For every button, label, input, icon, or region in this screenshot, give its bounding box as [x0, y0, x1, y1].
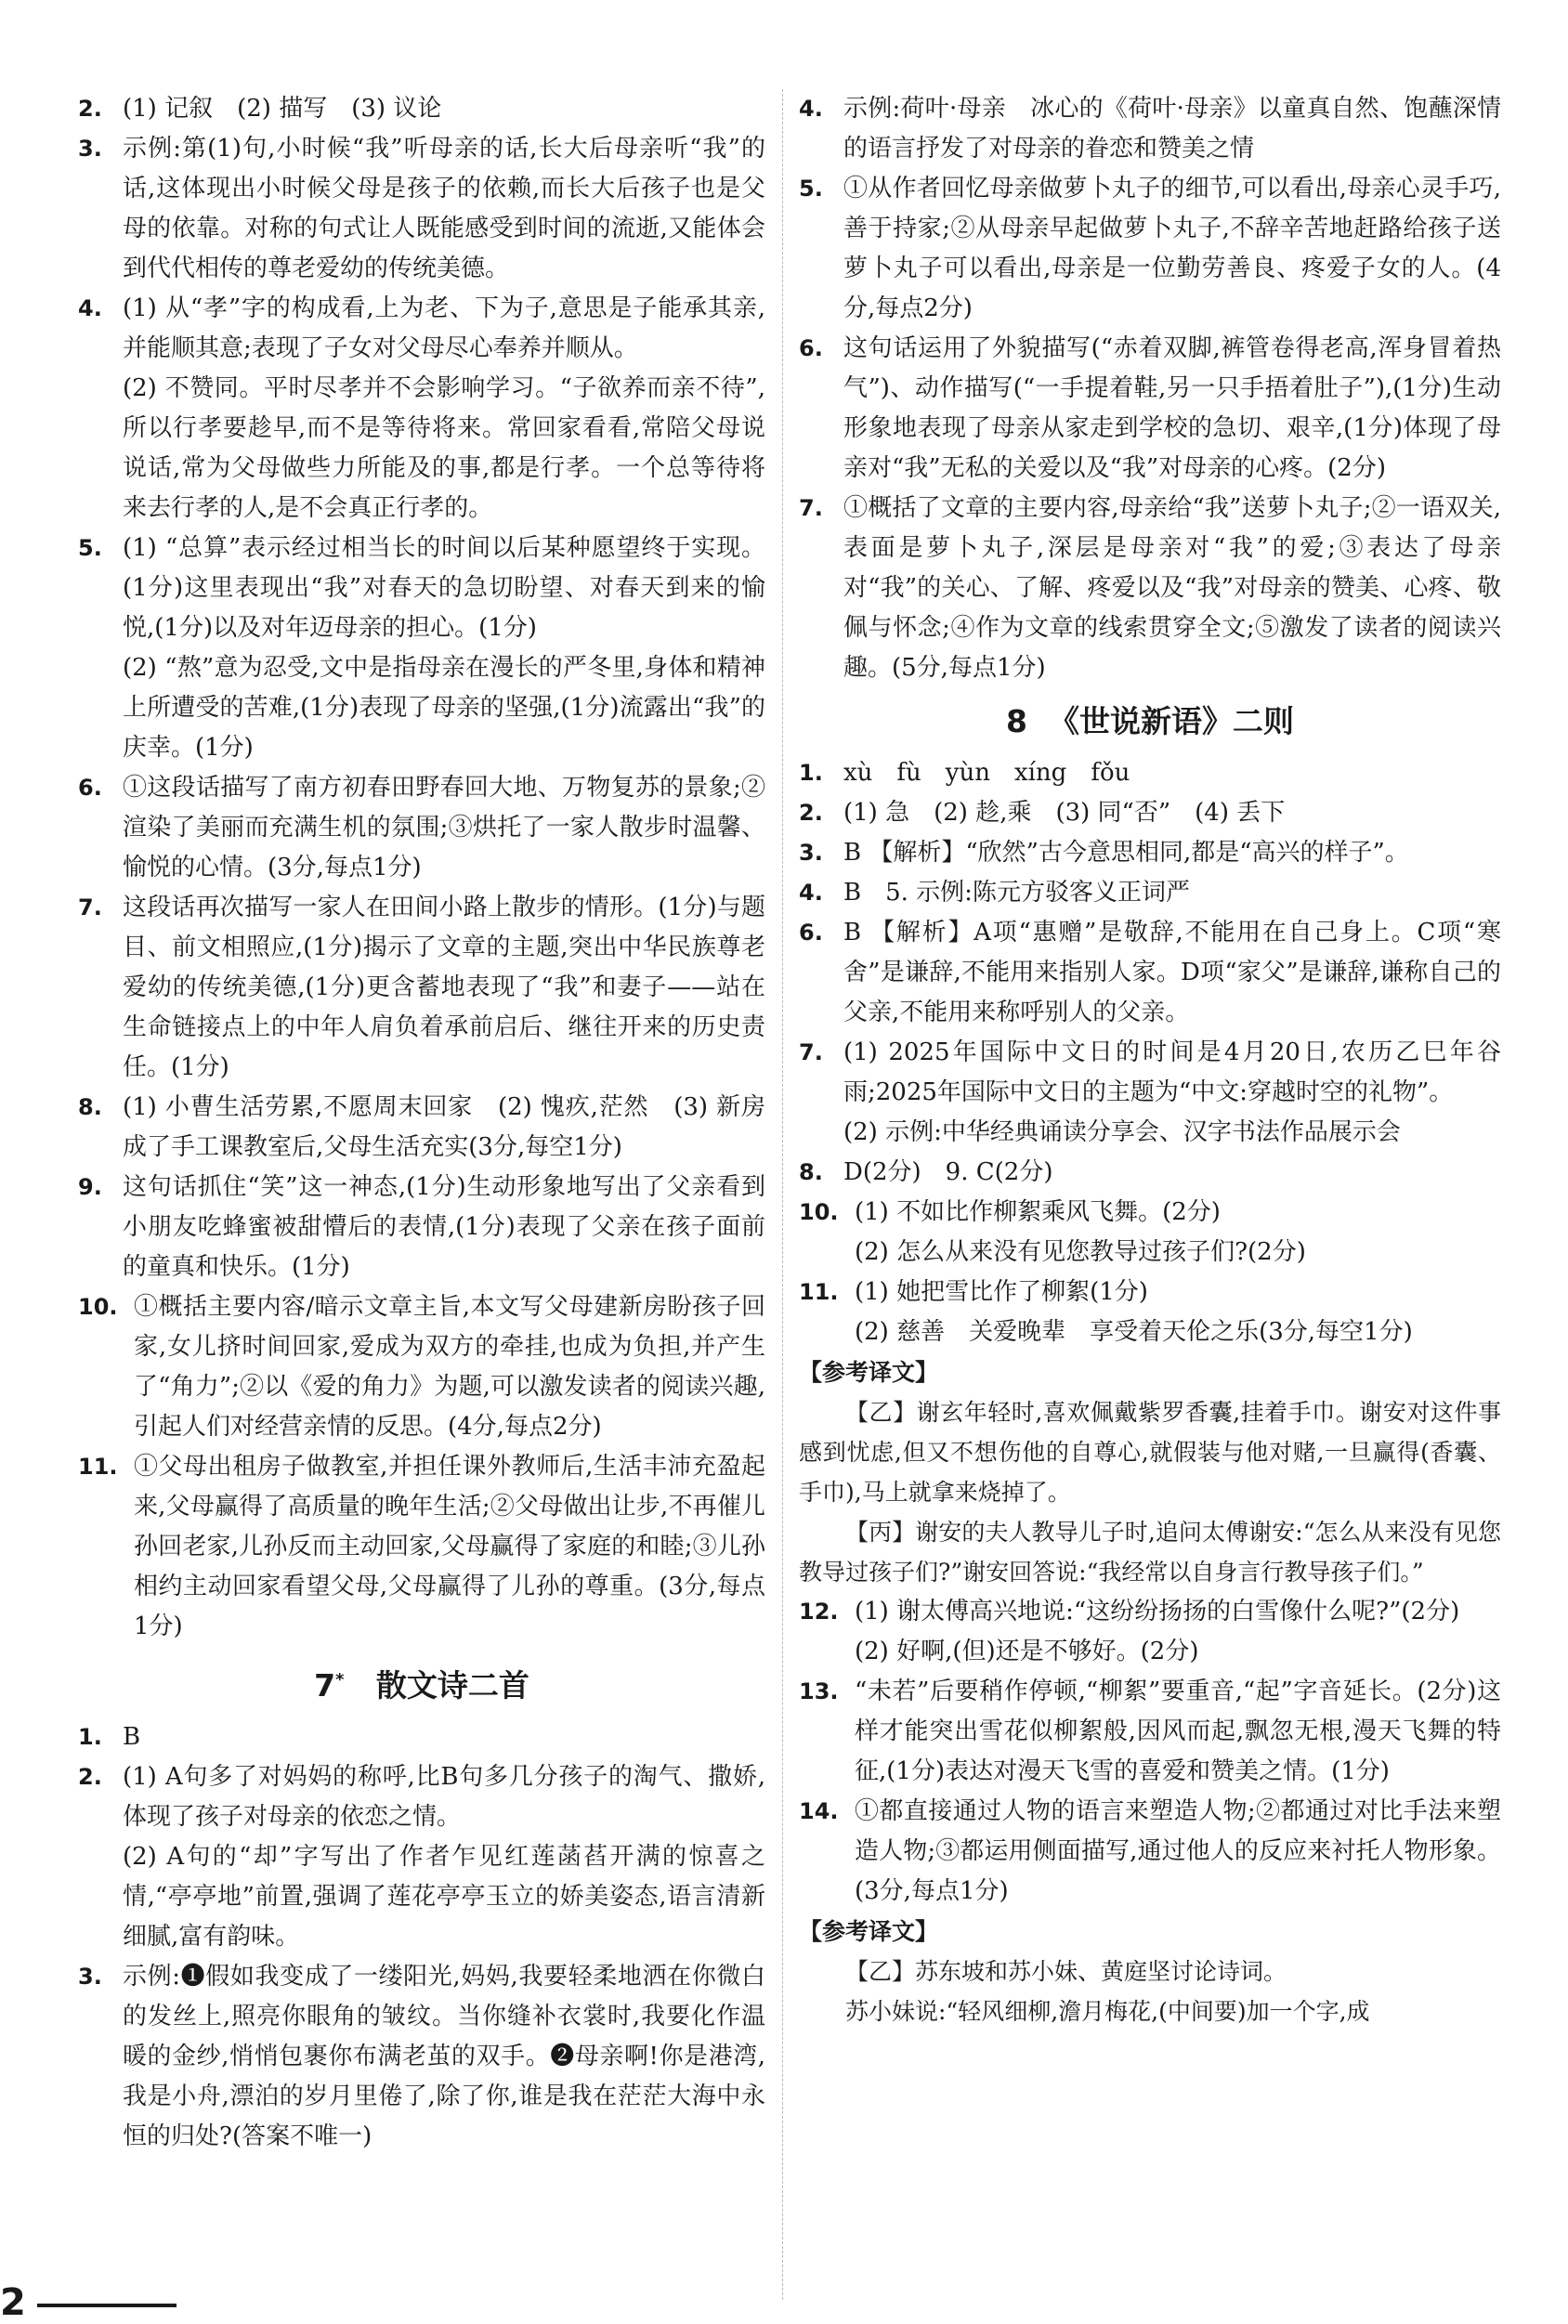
answer-number: 5.: [799, 176, 823, 202]
answer-body: [843, 169, 1501, 329]
answer-number: 10.: [78, 1294, 118, 1320]
answer-text: xù fù yùn xíng fǒu: [843, 759, 1130, 787]
answer-item: [799, 1672, 1501, 1792]
answer-number: 7.: [799, 495, 823, 521]
answer-text: (2) “熬”意为忍受,文中是指母亲在漫长的严冬里,身体和精神上所遭受的苦难,(1分)表现了母亲的坚强,(1分)流露出“我”的庆幸。(1分): [123, 654, 765, 762]
answer-number: 3.: [799, 840, 823, 866]
answer-body: [843, 329, 1501, 489]
section-number: 8: [1006, 703, 1027, 739]
answer-body: [843, 913, 1501, 1033]
answer-body: [123, 529, 765, 768]
answer-text: B 【解析】“欣然”古今意思相同,都是“高兴的样子”。: [843, 839, 1409, 867]
answer-number: 8.: [799, 1159, 823, 1185]
answer-text: (1) 小曹生活劳累,不愿周末回家 (2) 愧疚,茫然 (3) 新房成了手工课教室后,父母生活充实(3分,每空1分): [123, 1093, 765, 1161]
translation-paragraph: 【乙】苏东坡和苏小妹、黄庭坚讨论诗词。: [845, 1958, 1287, 1985]
answer-item: [78, 1287, 765, 1447]
reference-translation-2: [799, 1912, 1501, 2031]
answer-number: 11.: [799, 1279, 839, 1305]
answer-item: [78, 768, 765, 888]
answer-item: [799, 873, 1501, 913]
section-heading: 散文诗二首: [375, 1667, 529, 1704]
answer-number: 7.: [78, 894, 102, 920]
answer-number: 12.: [799, 1599, 839, 1625]
answer-body: [843, 1033, 1501, 1153]
answer-number: 2.: [78, 1764, 102, 1790]
answer-text: (2) 慈善 关爱晚辈 享受着天伦之乐(3分,每空1分): [855, 1318, 1413, 1346]
answer-number: 11.: [78, 1454, 118, 1480]
answer-text: 这句话运用了外貌描写(“赤着双脚,裤管卷得老高,浑身冒着热气”)、动作描写(“一手提着鞋,另一只手捂着肚子”),(1分)生动形象地表现了母亲从家走到学校的急切、艰辛,(1分)体现了母亲对“我”无私的关爱以及“我”对母亲的心疼。(2分): [843, 334, 1501, 482]
answer-number: 6.: [799, 920, 823, 946]
answer-body: [123, 1168, 765, 1287]
answer-item: [799, 169, 1501, 329]
answer-number: 7.: [799, 1039, 823, 1065]
answer-text: ①这段话描写了南方初春田野春回大地、万物复苏的景象;②渲染了美丽而充满生机的氛围;③烘托了一家人散步时温馨、愉悦的心情。(3分,每点1分): [123, 774, 765, 881]
answer-item: [799, 1033, 1501, 1153]
answer-item: [799, 753, 1501, 793]
answer-text: (2) 好啊,(但)还是不够好。(2分): [855, 1638, 1199, 1665]
answer-number: 5.: [78, 535, 102, 561]
answer-number: 6.: [78, 775, 102, 801]
answer-number: 3.: [78, 136, 102, 162]
reference-translation-1: [799, 1352, 1501, 1592]
answer-item: [78, 289, 765, 529]
answer-item: [799, 1193, 1501, 1273]
translation-paragraph: 【丙】谢安的夫人教导儿子时,追问太傅谢安:“怎么从来没有见您教导过孩子们?”谢安回答说:“我经常以自身言行教导孩子们。”: [799, 1519, 1501, 1586]
right-column: [799, 89, 1501, 2031]
section-heading: 《世说新语》二则: [1048, 703, 1294, 739]
answer-item: [78, 1168, 765, 1287]
left-column: [78, 89, 765, 2157]
answer-text: (1) 记叙 (2) 描写 (3) 议论: [123, 95, 442, 123]
translation-paragraph: 【乙】谢玄年轻时,喜欢佩戴紫罗香囊,挂着手巾。谢安对这件事感到忧虑,但又不想伤他的自尊心,就假装与他对赌,一旦赢得(香囊、手巾),马上就拿来烧掉了。: [799, 1399, 1501, 1506]
answer-body: [123, 768, 765, 888]
section-number: 7: [314, 1667, 336, 1704]
answer-text: ①父母出租房子做教室,并担任课外教师后,生活丰沛充盈起来,父母赢得了高质量的晚年生活;②父母做出让步,不再催儿孙回老家,儿孙反而主动回家,父母赢得了家庭的和睦;③儿孙相约主动回家看望父母,父母赢得了儿孙的尊重。(3分,每点1分): [134, 1453, 765, 1640]
answer-item: [799, 1153, 1501, 1193]
answer-number: 1.: [799, 760, 823, 786]
section-7-title: [78, 1654, 765, 1712]
answer-number: 13.: [799, 1678, 839, 1704]
answer-text: (2) 怎么从来没有见您教导过孩子们?(2分): [855, 1238, 1306, 1266]
answer-text: B: [123, 1723, 141, 1751]
answer-text: 示例:荷叶·母亲 冰心的《荷叶·母亲》以童真自然、饱蘸深情的语言抒发了对母亲的眷恋和赞美之情: [843, 95, 1501, 163]
reference-heading: 【参考译文】: [799, 1359, 939, 1386]
answer-body: [843, 793, 1501, 833]
answer-body: [843, 1153, 1501, 1193]
answer-body: [123, 89, 765, 129]
answer-text: ①概括了文章的主要内容,母亲给“我”送萝卜丸子;②一语双关,表面是萝卜丸子,深层是母亲对“我”的爱;③表达了母亲对“我”的关心、了解、疼爱以及“我”对母亲的赞美、心疼、敬佩与怀念;④作为文章的线索贯穿全文;⑤激发了读者的阅读兴趣。(5分,每点1分): [843, 494, 1501, 682]
answer-item: [78, 1088, 765, 1168]
right-answer-list-c: [799, 1592, 1501, 1912]
answer-item: [78, 1447, 765, 1647]
answer-item: [78, 1717, 765, 1757]
translation-paragraph: 苏小妹说:“轻风细柳,澹月梅花,(中间要)加一个字,成: [845, 1998, 1370, 2025]
answer-body: [843, 873, 1501, 913]
answer-item: [78, 89, 765, 129]
answer-text: (1) 急 (2) 趁,乘 (3) 同“否” (4) 丢下: [843, 799, 1286, 827]
answer-text: 这句话抓住“笑”这一神态,(1分)生动形象地写出了父亲看到小朋友吃蜂蜜被甜懵后的表情,(1分)表现了父亲在孩子面前的童真和快乐。(1分): [123, 1173, 765, 1281]
answer-body: [843, 489, 1501, 688]
right-answer-list-b: [799, 753, 1501, 1352]
answer-body: [855, 1672, 1501, 1792]
answer-body: [123, 1088, 765, 1168]
answer-text: (1) 不如比作柳絮乘风飞舞。(2分): [855, 1198, 1221, 1226]
answer-item: [799, 793, 1501, 833]
column-divider: [782, 89, 783, 2300]
answer-text: D(2分) 9. C(2分): [843, 1158, 1053, 1186]
answer-number: 6.: [799, 335, 823, 361]
answer-number: 2.: [799, 800, 823, 826]
answer-item: [799, 833, 1501, 873]
answer-text: 这段话再次描写一家人在田间小路上散步的情形。(1分)与题目、前文相照应,(1分)揭示了文章的主题,突出中华民族尊老爱幼的传统美德,(1分)更含蓄地表现了“我”和妻子——站在生命链接点上的中年人肩负着承前启后、继往开来的历史责任。(1分): [123, 894, 765, 1081]
answer-text: (2) 示例:中华经典诵读分享会、汉字书法作品展示会: [843, 1118, 1401, 1146]
answer-number: 4.: [799, 96, 823, 122]
answer-text: (2) 不赞同。平时尽孝并不会影响学习。“子欲养而亲不待”,所以行孝要趁早,而不是等待将来。常回家看看,常陪父母说说话,常为父母做些力所能及的事,都是行孝。一个总等待将来去行孝的人,是不会真正行孝的。: [123, 374, 765, 522]
answer-text: B 【解析】A项“惠赠”是敬辞,不能用在自己身上。C项“寒舍”是谦辞,不能用来指别人家。D项“家父”是谦辞,谦称自己的父亲,不能用来称呼别人的父亲。: [843, 919, 1501, 1026]
right-answer-list-a: [799, 89, 1501, 688]
answer-item: [799, 89, 1501, 169]
answer-text: (1) 从“孝”字的构成看,上为老、下为子,意思是子能承其亲,并能顺其意;表现了子女对父母尽心奉养并顺从。: [123, 294, 765, 362]
answer-item: [799, 1792, 1501, 1912]
answer-item: [799, 1592, 1501, 1672]
answer-item: [799, 1273, 1501, 1352]
answer-body: [123, 129, 765, 289]
answer-body: [123, 1957, 765, 2157]
answer-text: 示例:第(1)句,小时候“我”听母亲的话,长大后母亲听“我”的话,这体现出小时候父母是孩子的依赖,而长大后孩子也是父母的依靠。对称的句式让人既能感受到时间的流逝,又能体会到代代相传的尊老爱幼的传统美德。: [123, 135, 765, 282]
answer-text: B 5. 示例:陈元方驳客义正词严: [843, 879, 1190, 907]
answer-body: [123, 888, 765, 1088]
answer-item: [78, 529, 765, 768]
answer-item: [799, 489, 1501, 688]
answer-number: 4.: [799, 880, 823, 906]
section-8-title: [799, 696, 1501, 748]
answer-number: 1.: [78, 1724, 102, 1750]
answer-text: ①都直接通过人物的语言来塑造人物;②都通过对比手法来塑造人物;③都运用侧面描写,通过他人的反应来衬托人物形象。(3分,每点1分): [855, 1797, 1501, 1905]
answer-body: [855, 1592, 1501, 1672]
answer-number: 2.: [78, 96, 102, 122]
answer-text: ①从作者回忆母亲做萝卜丸子的细节,可以看出,母亲心灵手巧,善于持家;②从母亲早起做萝卜丸子,不辞辛苦地赶路给孩子送萝卜丸子可以看出,母亲是一位勤劳善良、疼爱子女的人。(4分,每点2分): [843, 175, 1501, 322]
answer-item: [78, 1757, 765, 1957]
page-number: 2: [0, 2281, 26, 2324]
answer-body: [843, 753, 1501, 793]
answer-text: (1) 她把雪比作了柳絮(1分): [855, 1278, 1148, 1306]
answer-body: [855, 1273, 1501, 1352]
answer-item: [799, 329, 1501, 489]
answer-number: 10.: [799, 1199, 839, 1225]
left-answer-list-a: [78, 89, 765, 1647]
answer-number: 14.: [799, 1798, 839, 1824]
answer-text: “未若”后要稍作停顿,“柳絮”要重音,“起”字音延长。(2分)这样才能突出雪花似柳絮般,因风而起,飘忽无根,漫天飞舞的特征,(1分)表达对漫天飞雪的喜爱和赞美之情。(1分): [855, 1678, 1501, 1785]
answer-body: [134, 1447, 765, 1647]
answer-text: (1) 2025年国际中文日的时间是4月20日,农历乙巳年谷雨;2025年国际中文日的主题为“中文:穿越时空的礼物”。: [843, 1038, 1501, 1106]
answer-item: [78, 129, 765, 289]
answer-number: 9.: [78, 1174, 102, 1200]
answer-body: [855, 1193, 1501, 1273]
answer-text: (1) A句多了对妈妈的称呼,比B句多几分孩子的淘气、撒娇,体现了孩子对母亲的依恋之情。: [123, 1763, 765, 1831]
answer-body: [134, 1287, 765, 1447]
page-number-rule: [37, 2304, 176, 2307]
answer-body: [843, 89, 1501, 169]
answer-body: [123, 1717, 765, 1757]
answer-text: (1) 谢太傅高兴地说:“这纷纷扬扬的白雪像什么呢?”(2分): [855, 1598, 1460, 1625]
answer-number: 8.: [78, 1094, 102, 1120]
answer-body: [123, 1757, 765, 1957]
answer-body: [123, 289, 765, 529]
answer-body: [855, 1792, 1501, 1912]
answer-body: [843, 833, 1501, 873]
answer-number: 4.: [78, 295, 102, 321]
answer-text: (2) A句的“却”字写出了作者乍见红莲菡萏开满的惊喜之情,“亭亭地”前置,强调了莲花亭亭玉立的娇美姿态,语言清新细腻,富有韵味。: [123, 1843, 765, 1951]
answer-text: ①概括主要内容/暗示文章主旨,本文写父母建新房盼孩子回家,女儿挤时间回家,爱成为双方的牵挂,也成为负担,并产生了“角力”;②以《爱的角力》为题,可以激发读者的阅读兴趣,引起人们对经营亲情的反思。(4分,每点2分): [134, 1293, 765, 1441]
answer-text: 示例:❶假如我变成了一缕阳光,妈妈,我要轻柔地洒在你微白的发丝上,照亮你眼角的皱纹。当你缝补衣裳时,我要化作温暖的金纱,悄悄包裹你布满老茧的双手。❷母亲啊!你是港湾,我是小舟,漂泊的岁月里倦了,除了你,谁是我在茫茫大海中永恒的归处?(答案不唯一): [123, 1963, 765, 2150]
answer-item: [78, 888, 765, 1088]
answer-item: [799, 913, 1501, 1033]
reference-heading: 【参考译文】: [799, 1918, 939, 1945]
answer-text: (1) “总算”表示经过相当长的时间以后某种愿望终于实现。(1分)这里表现出“我”对春天的急切盼望、对春天到来的愉悦,(1分)以及对年迈母亲的担心。(1分): [123, 534, 765, 642]
answer-item: [78, 1957, 765, 2157]
section-mark: *: [335, 1670, 345, 1690]
left-answer-list-b: [78, 1717, 765, 2157]
answer-number: 3.: [78, 1964, 102, 1990]
